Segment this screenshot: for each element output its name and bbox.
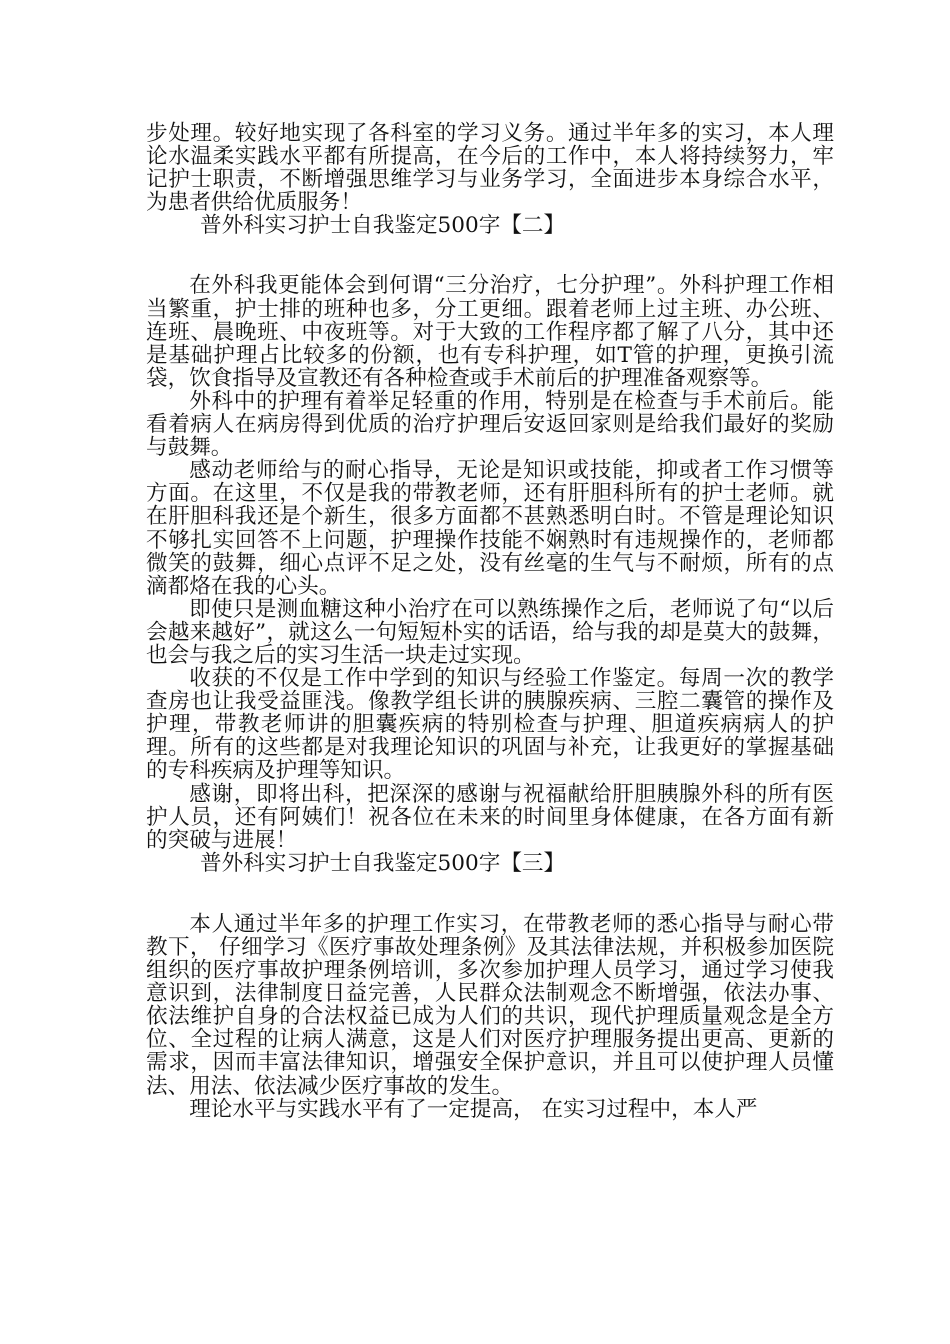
paragraph: 外科中的护理有着举足轻重的作用，特别是在检查与手术前后。能看着病人在病房得到优质的治疗护理后安返回家则是给我们最好的奖励与鼓舞。 [146, 388, 834, 461]
spacer [146, 875, 834, 913]
paragraph-continuation: 步处理。较好地实现了各科室的学习义务。通过半年多的实习，本人理论水温柔实践水平都有所提高，在今后的工作中，本人将持续努力，牢记护士职责，不断增强思维学习与业务学习，全面进步本身综合水平，为患者供给优质服务！ [146, 121, 834, 216]
section-heading-3: 普外科实习护士自我鉴定500字【三】 [200, 850, 566, 876]
spacer [146, 237, 834, 274]
paragraph: 感动老师给与的耐心指导，无论是知识或技能，抑或者工作习惯等方面。在这里，不仅是我的带教老师，还有肝胆科所有的护士老师。就在肝胆科我还是个新生，很多方面都不甚熟悉明白时。不管是理论知识不够扎实回答不上问题，护理操作技能不娴熟时有违规操作的，老师都微笑的鼓舞，细心点评不足之处，没有丝毫的生气与不耐烦，所有的点滴都烙在我的心头。 [146, 458, 834, 599]
paragraph: 在外科我更能体会到何谓“三分治疗，七分护理”。外科护理工作相当繁重，护士排的班种也多，分工更细。跟着老师上过主班、办公班、连班、晨晚班、中夜班等。对于大致的工作程序都了解了八分，其中还是基础护理占比较多的份额，也有专科护理，如T管的护理，更换引流袋，饮食指导及宣教还有各种检查或手术前后的护理准备观察等。 [146, 273, 834, 391]
paragraph: 感谢，即将出科，把深深的感谢与祝福献给肝胆胰腺外科的所有医护人员，还有阿姨们！祝各位在未来的时间里身体健康，在各方面有新的突破与进展！ [146, 781, 834, 853]
paragraph: 理论水平与实践水平有了一定提高， 在实习过程中，本人严 [189, 1096, 758, 1122]
paragraph: 即使只是测血糖这种小治疗在可以熟练操作之后，老师说了句“以后会越来越好”，就这么一句短短朴实的话语，给与我的却是莫大的鼓舞，也会与我之后的实习生活一块走过实现。 [146, 596, 834, 668]
paragraph: 收获的不仅是工作中学到的知识与经验工作鉴定。每周一次的教学查房也让我受益匪浅。像教学组长讲的胰腺疾病、三腔二囊管的操作及护理，带教老师讲的胆囊疾病的特别检查与护理、胆道疾病病人的护理。所有的这些都是对我理论知识的巩固与补充，让我更好的掌握基础的专科疾病及护理等知识。 [146, 666, 834, 784]
paragraph: 本人通过半年多的护理工作实习，在带教老师的悉心指导与耐心带教下， 仔细学习《医疗事故处理条例》及其法律法规，并积极参加医院组织的医疗事故护理条例培训，多次参加护理人员学习，通过学习使我意识到，法律制度日益完善，人民群众法制观念不断增强，依法办事、依法维护自身的合法权益已成为人们的共识，现代护理质量观念是全方位、全过程的让病人满意，这是人们对医疗护理服务提出更高、更新的需求，因而丰富法律知识，增强安全保护意识，并且可以使护理人员懂法、用法、依法减少医疗事故的发生。 [146, 911, 834, 1099]
document-page [146, 122, 834, 1121]
section-heading-2: 普外科实习护士自我鉴定500字【二】 [200, 213, 566, 239]
